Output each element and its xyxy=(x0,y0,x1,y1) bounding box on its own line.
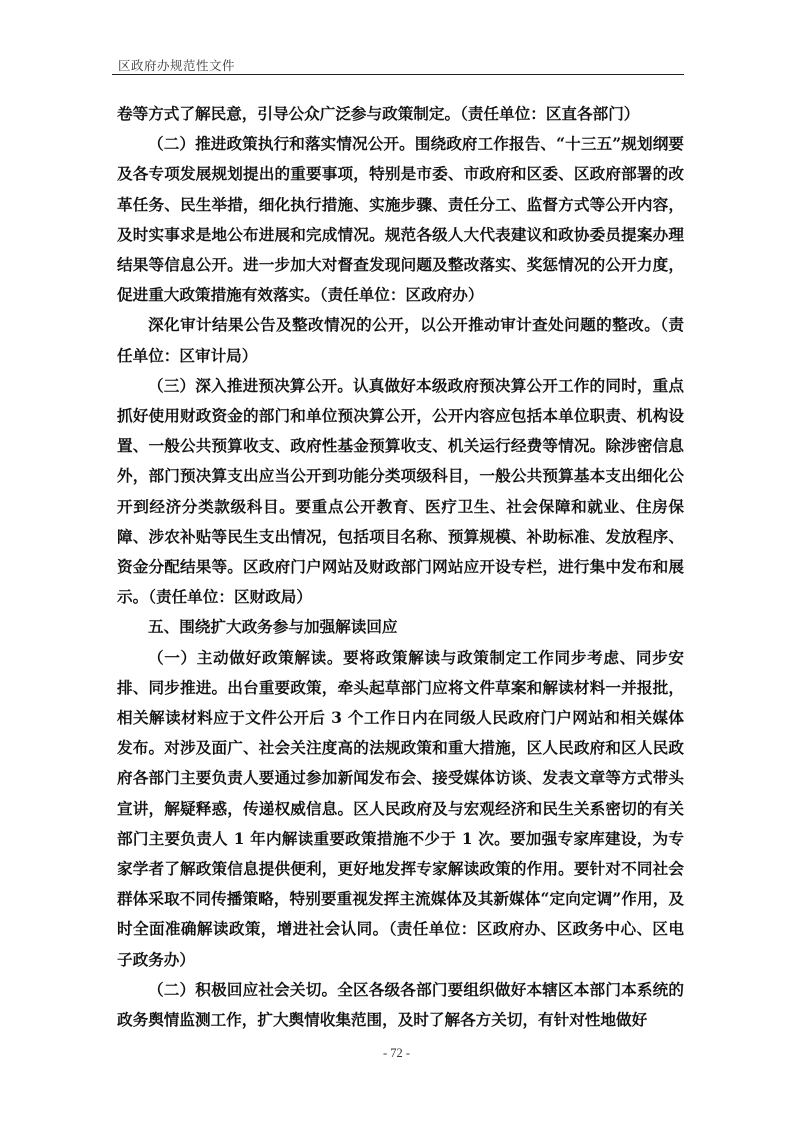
paragraph: （三）深入推进预决算公开。认真做好本级政府预决算公开工作的同时，重点抓好使用财政资金的部门和单位预决算公开，公开内容应包括本单位职责、机构设置、一般公共预算收支、政府性基金预算收支、机关运行经费等情况。除涉密信息外，部门预决算支出应当公开到功能分类项级科目，一般公共预算基本支出细化公开到经济分类款级科目。要重点公开教育、医疗卫生、社会保障和就业、住房保障、涉农补贴等民生支出情况，包括项目名称、预算规模、补助标准、发放程序、资金分配结果等。区政府门户网站及财政部门网站应开设专栏，进行集中发布和展示。（责任单位：区财政局） xyxy=(117,375,684,607)
page-header-title: 区政府办规范性文件 xyxy=(118,58,236,73)
document-body xyxy=(117,99,684,1035)
page-number: - 72 - xyxy=(382,1046,411,1060)
header-divider xyxy=(112,74,684,75)
paragraph: 深化审计结果公告及整改情况的公开，以公开推动审计查处问题的整改。（责任单位：区审计局） xyxy=(117,315,684,365)
paragraph: 卷等方式了解民意，引导公众广泛参与政策制定。（责任单位：区直各部门） xyxy=(117,104,640,123)
paragraph: （二）推进政策执行和落实情况公开。围绕政府工作报告、“十三五”规划纲要及各专项发展规划提出的重要事项，特别是市委、市政府和区委、区政府部署的改革任务、民生举措，细化执行措施、实施步骤、责任分工、监督方式等公开内容，及时实事求是地公布进展和完成情况。规范各级人大代表建议和政协委员提案办理结果等信息公开。进一步加大对督查发现问题及整改落实、奖惩情况的公开力度，促进重大政策措施有效落实。（责任单位：区政府办） xyxy=(117,134,684,305)
paragraph: （二）积极回应社会关切。全区各级各部门要组织做好本辖区本部门本系统的政务舆情监测工作，扩大舆情收集范围，及时了解各方关切，有针对性地做好 xyxy=(117,979,684,1030)
paragraph: （一）主动做好政策解读。要将政策解读与政策制定工作同步考虑、同步安排、同步推进。出台重要政策，牵头起草部门应将文件草案和解读材料一并报批，相关解读材料应于文件公开后 3 个工作日内在同级人民政府门户网站和相关媒体发布。对涉及面广、社会关注度高的法规政策和重大措施，区人民政府和区人民政府各部门主要负责人要通过参加新闻发布会、接受媒体访谈、发表文章等方式带头宣讲，解疑释惑，传递权威信息。区人民政府及与宏观经济和民生关系密切的有关部门主要负责人 1 年内解读重要政策措施不少于 1 次。要加强专家库建设，为专家学者了解政策信息提供便利，更好地发挥专家解读政策的作用。要针对不同社会群体采取不同传播策略，特别要重视发挥主流媒体及其新媒体“定向定调”作用，及时全面准确解读政策，增进社会认同。（责任单位：区政府办、区政务中心、区电子政务办） xyxy=(117,647,684,969)
section-heading: 五、围绕扩大政务参与加强解读回应 xyxy=(148,617,398,637)
